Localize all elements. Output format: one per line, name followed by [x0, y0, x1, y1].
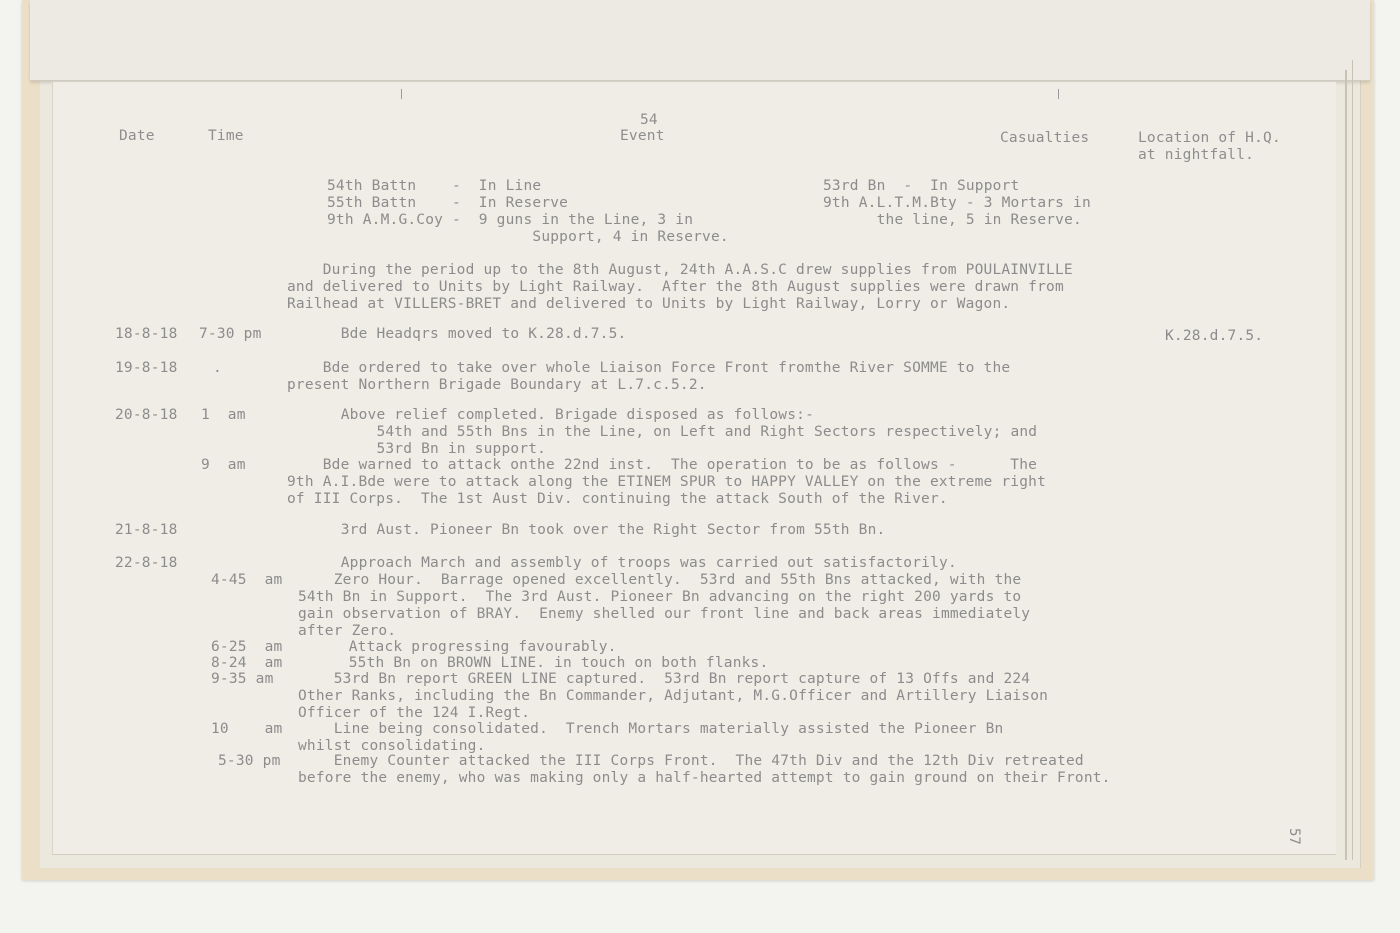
entry-location: K.28.d.7.5. — [1165, 328, 1264, 344]
entry-line: present Northern Brigade Boundary at L.7.c.5.2. — [287, 377, 707, 393]
disposition-left-3: 9th A.M.G.Coy - 9 guns in the Line, 3 in — [327, 212, 694, 228]
entry-line: 3rd Aust. Pioneer Bn took over the Right Sector from 55th Bn. — [305, 522, 886, 538]
header-location-line2: at nightfall. — [1138, 147, 1255, 163]
entry-line: 55th Bn on BROWN LINE. in touch on both flanks. — [313, 655, 769, 671]
side-page-number: 57 — [1286, 828, 1302, 845]
entry-date: 19-8-18 — [115, 360, 178, 376]
disposition-right-1: 53rd Bn - In Support — [823, 178, 1020, 194]
entry-line: of III Corps. The 1st Aust Div. continuing the attack South of the River. — [287, 491, 948, 507]
entry-date: 22-8-18 — [115, 555, 178, 571]
previous-page-edge — [30, 0, 1370, 81]
entry-time: . — [213, 360, 222, 376]
hole-mark — [401, 89, 402, 99]
entry-date: 18-8-18 — [115, 326, 178, 342]
entry-line: whilst consolidating. — [298, 738, 486, 754]
header-date: Date — [119, 128, 155, 144]
entry-time: 4-45 am — [211, 572, 283, 588]
page-number: 54 — [640, 112, 658, 128]
entry-time: 1 am — [201, 407, 246, 423]
entry-time: 5-30 pm — [218, 753, 281, 769]
entry-line: 53rd Bn report GREEN LINE captured. 53rd Bn report capture of 13 Offs and 224 — [298, 671, 1031, 687]
header-location-line1: Location of H.Q. — [1138, 130, 1281, 146]
entry-line: Zero Hour. Barrage opened excellently. 53rd and 55th Bns attacked, with the — [298, 572, 1022, 588]
entry-line: 54th Bn in Support. The 3rd Aust. Pioneer Bn advancing on the right 200 yards to — [298, 589, 1022, 605]
entry-line: 54th and 55th Bns in the Line, on Left and Right Sectors respectively; and — [305, 424, 1038, 440]
hole-mark — [1058, 89, 1059, 99]
entry-line: after Zero. — [298, 623, 397, 639]
disposition-left-4: Support, 4 in Reserve. — [327, 229, 729, 245]
entry-time: 7-30 pm — [199, 326, 262, 342]
entry-time: 10 am — [211, 721, 283, 737]
entry-line: 9th A.I.Bde were to attack along the ETINEM SPUR to HAPPY VALLEY on the extreme right — [287, 474, 1047, 490]
entry-line: Approach March and assembly of troops was carried out satisfactorily. — [305, 555, 957, 571]
entry-line: gain observation of BRAY. Enemy shelled our front line and back areas immediately — [298, 606, 1031, 622]
entry-time: 9-35 am — [211, 671, 274, 687]
entry-line: Bde ordered to take over whole Liaison Force Front fromthe River SOMME to the — [287, 360, 1011, 376]
disposition-right-2: 9th A.L.T.M.Bty - 3 Mortars in — [823, 195, 1091, 211]
entry-date: 21-8-18 — [115, 522, 178, 538]
entry-date: 20-8-18 — [115, 407, 178, 423]
supplies-line-2: and delivered to Units by Light Railway. After the 8th August supplies were drawn from — [287, 279, 1064, 295]
entry-line: Bde Headqrs moved to K.28.d.7.5. — [305, 326, 627, 342]
page-stack-edge — [1345, 70, 1347, 860]
supplies-line-3: Railhead at VILLERS-BRET and delivered to Units by Light Railway, Lorry or Wagon. — [287, 296, 1011, 312]
disposition-right-3: the line, 5 in Reserve. — [823, 212, 1082, 228]
entry-line: Bde warned to attack onthe 22nd inst. The operation to be as follows - The — [287, 457, 1038, 473]
entry-line: Officer of the 124 I.Regt. — [298, 705, 531, 721]
header-event: Event — [620, 128, 665, 144]
entry-line: Enemy Counter attacked the III Corps Front. The 47th Div and the 12th Div retreated — [298, 753, 1084, 769]
disposition-left-2: 55th Battn - In Reserve — [327, 195, 569, 211]
entry-line: Line being consolidated. Trench Mortars materially assisted the Pioneer Bn — [298, 721, 1004, 737]
header-casualties: Casualties — [1000, 130, 1090, 146]
entry-line: Other Ranks, including the Bn Commander, Adjutant, M.G.Officer and Artillery Liaison — [298, 688, 1049, 704]
entry-time: 6-25 am — [211, 639, 283, 655]
entry-line: before the enemy, who was making only a half-hearted attempt to gain ground on their Front. — [298, 770, 1111, 786]
supplies-line-1: During the period up to the 8th August, 24th A.A.S.C drew supplies from POULAINVILLE — [287, 262, 1073, 278]
entry-time: 9 am — [201, 457, 246, 473]
page-stack-edge — [1352, 60, 1353, 860]
entry-time: 8-24 am — [211, 655, 283, 671]
entry-line: Attack progressing favourably. — [313, 639, 617, 655]
entry-line: 53rd Bn in support. — [305, 441, 547, 457]
header-time: Time — [208, 128, 244, 144]
entry-line: Above relief completed. Brigade disposed as follows:- — [305, 407, 814, 423]
disposition-left-1: 54th Battn - In Line — [327, 178, 542, 194]
